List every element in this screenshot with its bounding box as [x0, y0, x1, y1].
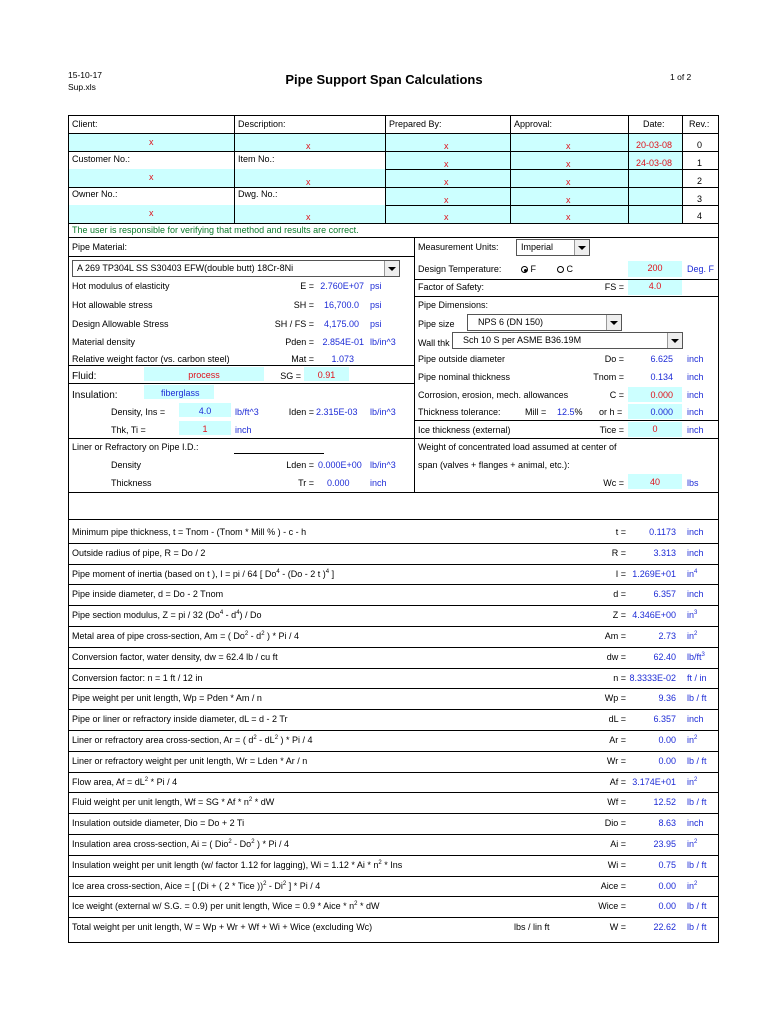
hot-allowable-unit: psi — [370, 300, 382, 310]
pipe-od-unit: inch — [687, 354, 704, 364]
modulus-label: Hot modulus of elasticity — [72, 281, 170, 291]
density-ins-input[interactable]: 4.0 — [198, 406, 212, 416]
calc-label: Insulation area cross-section, Ai = ( Dio$^2$ - Do$^2$ ) * Pi / 4 — [72, 839, 290, 849]
calc-unit: lb / ft — [687, 922, 707, 933]
calc-symbol: Am = — [604, 631, 626, 641]
client-label: Client: — [72, 119, 98, 129]
density-ins-label: Density, Ins = — [111, 407, 166, 417]
rev-2: 2 — [697, 176, 703, 186]
header-file: Sup.xls — [68, 82, 96, 92]
prepared-by-label: Prepared By: — [389, 119, 442, 129]
calc-label: Pipe inside diameter, d = Do - 2 Tnom — [72, 589, 224, 600]
calc-value: 0.00 — [658, 880, 676, 891]
row-divider — [69, 709, 718, 710]
row-divider — [69, 688, 718, 689]
page-number: 1 of 2 — [670, 72, 692, 82]
calc-unit: inch — [687, 589, 704, 600]
calculation-sheet — [68, 115, 719, 943]
radio-unselected-icon — [557, 266, 564, 273]
pipe-size-label: Pipe size — [418, 319, 455, 329]
calc-unit: $in^3$ — [687, 610, 698, 621]
calc-symbol: Wf = — [607, 797, 626, 808]
calc-value: 0.00 — [658, 901, 676, 912]
calc-label: Insulation weight per unit length (w/ factor 1.12 for lagging), $Wi = 1.12 * Ai * n^2$ * Ins — [72, 859, 403, 870]
tr-unit: inch — [370, 478, 387, 488]
calc-value: 23.95 — [653, 839, 676, 849]
pipe-material-value: A 269 TP304L SS S30403 EFW(double butt) 18Cr-8Ni — [77, 263, 294, 273]
row-divider — [69, 564, 718, 565]
ice-unit: inch — [687, 425, 704, 435]
calc-symbol: Wr = — [606, 755, 626, 766]
owner-no-input[interactable]: x — [149, 208, 154, 218]
modulus-unit: psi — [370, 281, 382, 291]
client-input[interactable]: x — [149, 137, 154, 147]
weight-factor-value: 1.073 — [331, 354, 354, 364]
calc-symbol: Wp = — [604, 693, 626, 704]
pipe-size-value: NPS 6 (DN 150) — [478, 317, 544, 327]
modulus-value: 2.760E+07 — [320, 281, 364, 291]
units-dropdown[interactable] — [516, 239, 590, 256]
design-allowable-label: Design Allowable Stress — [72, 319, 169, 329]
calc-unit: $in^2$ — [687, 880, 698, 891]
h-unit: inch — [687, 407, 704, 417]
or-h-label: or h = — [599, 407, 623, 417]
header-date: 15-10-17 — [68, 70, 103, 80]
design-temp-label: Design Temperature: — [418, 264, 502, 274]
calc-unit: ft / in — [687, 672, 707, 683]
modulus-sym: E = — [300, 281, 314, 291]
prepared-input-2[interactable]: x — [444, 177, 449, 187]
temp-radio-f[interactable] — [521, 264, 536, 274]
design-allowable-unit: psi — [370, 319, 382, 329]
calc-unit: inch — [687, 714, 704, 725]
chevron-down-icon — [574, 240, 589, 255]
calc-unit: lb / ft — [687, 755, 707, 766]
calc-label: Insulation outside diameter, Dio = Do + 2 Ti — [72, 818, 245, 829]
calc-label: Total weight per unit length, W = Wp + Wr + Wf + Wi + Wice (excluding Wc) — [72, 922, 373, 933]
approval-input-3[interactable]: x — [566, 195, 571, 205]
calc-unit: $in^2$ — [687, 735, 698, 745]
liner-thk-label: Thickness — [111, 478, 152, 488]
rev-1: 1 — [697, 158, 703, 168]
ice-input[interactable]: 0 — [652, 424, 658, 434]
sg-label: SG = — [280, 371, 301, 381]
row-divider — [69, 626, 718, 627]
mill-value: 12.5 — [557, 407, 575, 417]
thk-ti-input[interactable]: 1 — [202, 424, 208, 434]
iden-unit: lb/in^3 — [370, 407, 396, 417]
calc-label: Ice weight (external w/ S.G. = 0.9) per unit length, Wice = 0.9 * Aice * $n^2$ * dW — [72, 901, 380, 912]
description-input[interactable]: x — [306, 141, 311, 151]
row-divider — [69, 834, 718, 835]
row-divider — [69, 772, 718, 773]
owner-no-label: Owner No.: — [72, 189, 118, 199]
item-no-input[interactable]: x — [306, 177, 311, 187]
prepared-input-3[interactable]: x — [444, 195, 449, 205]
pipe-dims-label: Pipe Dimensions: — [418, 300, 489, 310]
row-divider — [69, 813, 718, 814]
calc-value: 0.75 — [658, 859, 676, 870]
wall-thk-value: Sch 10 S per ASME B36.19M — [463, 335, 582, 345]
calc-value: 3.174E+01 — [632, 776, 676, 787]
wc-input[interactable]: 40 — [649, 477, 660, 487]
calc-value: 22.62 — [653, 922, 676, 933]
page-title: Pipe Support Span Calculations — [285, 72, 483, 87]
date-input-0[interactable]: 20-03-08 — [636, 140, 673, 150]
calc-label: Pipe moment of inertia (based on t ), I = pi / 64 [ Do$^4$ - (Do - 2 t )$^4$ ] — [72, 568, 335, 579]
corrosion-label: Corrosion, erosion, mech. allowances — [418, 390, 569, 400]
corrosion-unit: inch — [687, 390, 704, 400]
calc-label: Minimum pipe thickness, t = Tnom - (Tnom * Mill % ) - c - h — [72, 527, 307, 537]
pipe-nominal-value: 0.134 — [650, 372, 673, 382]
calc-extra-unit: lbs / lin ft — [514, 922, 550, 933]
wc-label-2: span (valves + flanges + animal, etc.): — [418, 460, 570, 470]
prepared-input-4[interactable]: x — [444, 212, 449, 222]
rev-4: 4 — [697, 211, 703, 221]
calc-label: Liner or refractory weight per unit length, Wr = Lden * Ar / n — [72, 755, 308, 766]
calc-value: 3.313 — [653, 547, 676, 558]
lden-label: Lden = — [286, 460, 314, 470]
row-divider — [69, 647, 718, 648]
design-allowable-sym: SH / FS = — [274, 319, 314, 329]
design-allowable-value: 4,175.00 — [323, 319, 359, 329]
pipe-material-label: Pipe Material: — [72, 242, 128, 252]
calc-symbol: Wi = — [607, 859, 626, 870]
radio-f-label: F — [530, 264, 537, 274]
calc-label: Conversion factor: n = 1 ft / 12 in — [72, 672, 203, 683]
h-input[interactable]: 0.000 — [650, 407, 673, 417]
calc-unit: lb / ft — [687, 797, 707, 808]
row-divider — [69, 730, 718, 731]
material-density-value: 2.854E-01 — [322, 337, 364, 347]
calc-value: 0.00 — [658, 755, 676, 766]
lden-unit: lb/in^3 — [370, 460, 396, 470]
thk-ti-label: Thk, Ti = — [111, 425, 146, 435]
calc-unit: inch — [687, 547, 704, 558]
insulation-input[interactable]: fiberglass — [161, 388, 200, 398]
item-no-label: Item No.: — [238, 154, 275, 164]
material-density-sym: Pden = — [285, 337, 314, 347]
wc-sym: Wc = — [603, 478, 624, 488]
material-density-label: Material density — [72, 337, 136, 347]
calc-label: Pipe weight per unit length, Wp = Pden * Am / n — [72, 693, 262, 704]
row-divider — [69, 792, 718, 793]
iden-value: 2.315E-03 — [316, 407, 358, 417]
calc-symbol: t = — [615, 527, 626, 537]
design-temp-input[interactable]: 200 — [647, 263, 663, 273]
calc-unit: $in^2$ — [687, 631, 698, 641]
customer-no-input[interactable]: x — [149, 172, 154, 182]
calc-value: 4.346E+00 — [632, 610, 676, 621]
sg-input[interactable]: 0.91 — [317, 370, 336, 380]
calc-label: Outside radius of pipe, R = Do / 2 — [72, 547, 206, 558]
calc-symbol: I = — [615, 568, 626, 579]
row-divider — [69, 896, 718, 897]
calc-symbol: Wice = — [598, 901, 626, 912]
calc-symbol: dw = — [606, 651, 626, 662]
mill-label: Mill = — [525, 407, 547, 417]
wall-thk-label: Wall thk — [418, 338, 450, 348]
wc-label-1: Weight of concentrated load assumed at center of — [418, 442, 617, 452]
fs-input[interactable]: 4.0 — [648, 281, 662, 291]
row-divider — [69, 584, 718, 585]
tr-value: 0.000 — [327, 478, 350, 488]
hot-allowable-label: Hot allowable stress — [72, 300, 153, 310]
liner-label: Liner or Refractory on Pipe I.D.: — [72, 442, 199, 452]
date-label: Date: — [643, 119, 665, 129]
pipe-nominal-unit: inch — [687, 372, 704, 382]
dwg-no-label: Dwg. No.: — [238, 189, 278, 199]
fs-sym: FS = — [604, 282, 624, 292]
calc-symbol: Z = — [612, 610, 626, 621]
pipe-material-dropdown[interactable] — [72, 260, 400, 277]
calc-value: 0.00 — [658, 735, 676, 745]
weight-factor-sym: Mat = — [291, 354, 314, 364]
approval-input-2[interactable]: x — [566, 177, 571, 187]
material-density-unit: lb/in^3 — [370, 337, 396, 347]
customer-no-label: Customer No.: — [72, 154, 131, 164]
date-input-1[interactable]: 24-03-08 — [636, 158, 673, 168]
calc-symbol: Aice = — [600, 880, 626, 891]
prepared-input-1[interactable]: x — [444, 159, 449, 169]
weight-factor-label: Relative weight factor (vs. carbon steel) — [72, 354, 230, 364]
rev-label: Rev.: — [689, 119, 710, 129]
calc-symbol: R = — [611, 547, 626, 558]
calc-label: Ice area cross-section, Aice = [ (Di + ( 2 * Tice ))$^2$ - Di$^2$ ] * Pi / 4 — [72, 880, 321, 891]
chevron-down-icon — [606, 315, 621, 330]
wc-unit: lbs — [687, 478, 699, 488]
ice-sym: Tice = — [599, 425, 624, 435]
calc-value: 6.357 — [653, 714, 676, 725]
calc-label: Metal area of pipe cross-section, Am = ( $Do^2 - d^2$ ) * Pi / 4 — [72, 631, 300, 641]
row-divider — [69, 543, 718, 544]
row-divider — [69, 917, 718, 918]
pipe-size-dropdown[interactable] — [467, 314, 622, 331]
lden-value: 0.000E+00 — [318, 460, 362, 470]
calc-unit: inch — [687, 527, 704, 537]
design-temp-unit: Deg. F — [687, 264, 715, 274]
calc-unit: $lb/ft^3$ — [687, 651, 705, 662]
dwg-no-input[interactable]: x — [306, 212, 311, 222]
calc-symbol: W = — [609, 922, 626, 933]
calc-value: 0.1173 — [649, 527, 676, 537]
calc-unit: lb / ft — [687, 693, 707, 704]
radio-selected-icon — [521, 266, 528, 273]
calc-value: 9.36 — [658, 693, 676, 704]
description-label: Description: — [238, 119, 286, 129]
density-ins-unit: lb/ft^3 — [235, 407, 259, 417]
calc-symbol: Dio = — [604, 818, 626, 829]
calc-label: Pipe section modulus, Z = pi / 32 $(Do^4 - d^4)$ / Do — [72, 610, 262, 621]
mill-input[interactable] — [557, 407, 583, 417]
mill-percent: % — [574, 407, 583, 417]
calc-value: 1.269E+01 — [632, 568, 676, 579]
calc-unit: $in^2$ — [687, 776, 698, 787]
calc-label: Pipe or liner or refractory inside diameter, dL = d - 2 Tr — [72, 714, 288, 725]
calc-symbol: Ai = — [610, 839, 626, 849]
corrosion-sym: C = — [609, 390, 624, 400]
temp-radio-c[interactable] — [557, 264, 573, 274]
prepared-input-0[interactable]: x — [444, 141, 449, 151]
row-divider — [69, 605, 718, 606]
wall-thk-dropdown[interactable] — [452, 332, 683, 349]
calc-unit: $in^2$ — [687, 839, 698, 849]
calc-value: 62.40 — [653, 651, 676, 662]
pipe-od-sym: Do = — [604, 354, 624, 364]
calc-unit: $in^4$ — [687, 568, 698, 579]
calc-value: 8.63 — [658, 818, 676, 829]
calc-unit: lb / ft — [687, 859, 707, 870]
approval-label: Approval: — [514, 119, 553, 129]
approval-input-1[interactable]: x — [566, 159, 571, 169]
measurement-units-label: Measurement Units: — [418, 242, 499, 252]
calc-label: Fluid weight per unit length, Wf = SG * Af * $n^2$ * dW — [72, 797, 275, 808]
pipe-od-label: Pipe outside diameter — [418, 354, 506, 364]
rev-0: 0 — [697, 140, 703, 150]
calc-label: Conversion factor, water density, dw = 62.4 lb / cu ft — [72, 651, 278, 662]
calc-value: 12.52 — [653, 797, 676, 808]
fluid-input[interactable]: process — [188, 370, 220, 380]
calc-value: 2.73 — [658, 631, 676, 641]
chevron-down-icon — [667, 333, 682, 348]
tolerance-label: Thickness tolerance: — [418, 407, 501, 417]
calc-label: Flow area, $Af = dL^2 * Pi / 4$ — [72, 776, 178, 787]
row-divider — [69, 876, 718, 877]
ice-label: Ice thickness (external) — [418, 425, 511, 435]
units-value: Imperial — [521, 242, 554, 252]
approval-input-0[interactable]: x — [566, 141, 571, 151]
hot-allowable-value: 16,700.0 — [323, 300, 359, 310]
row-divider — [69, 751, 718, 752]
row-divider — [69, 668, 718, 669]
calc-symbol: Ar = — [609, 735, 626, 745]
calc-value: 8.3333E-02 — [629, 672, 676, 683]
rev-3: 3 — [697, 194, 703, 204]
pipe-nominal-label: Pipe nominal thickness — [418, 372, 511, 382]
calc-unit: lb / ft — [687, 901, 707, 912]
fluid-label: Fluid: — [72, 371, 97, 382]
calc-symbol: dL = — [608, 714, 626, 725]
calc-symbol: d = — [613, 589, 626, 600]
chevron-down-icon — [384, 261, 399, 276]
calc-symbol: n = — [613, 672, 626, 683]
liner-density-label: Density — [111, 460, 142, 470]
pipe-nominal-sym: Tnom = — [593, 372, 624, 382]
insulation-label: Insulation: — [72, 390, 118, 401]
calc-unit: inch — [687, 818, 704, 829]
corrosion-input[interactable]: 0.000 — [650, 390, 673, 400]
approval-input-4[interactable]: x — [566, 212, 571, 222]
tr-label: Tr = — [298, 478, 314, 488]
hot-allowable-sym: SH = — [293, 300, 314, 310]
fs-label: Factor of Safety: — [418, 282, 485, 292]
pipe-od-value: 6.625 — [650, 354, 673, 364]
iden-label: Iden = — [288, 407, 314, 417]
calc-value: 6.357 — [653, 589, 676, 600]
radio-c-label: C — [566, 264, 574, 274]
calc-symbol: Af = — [609, 776, 626, 787]
user-notice: The user is responsible for verifying that method and results are correct. — [72, 225, 359, 235]
row-divider — [69, 855, 718, 856]
calc-label: Liner or refractory area cross-section, Ar = ( $d^2 - dL^2$ ) * Pi / 4 — [72, 735, 313, 745]
thk-ti-unit: inch — [235, 425, 252, 435]
